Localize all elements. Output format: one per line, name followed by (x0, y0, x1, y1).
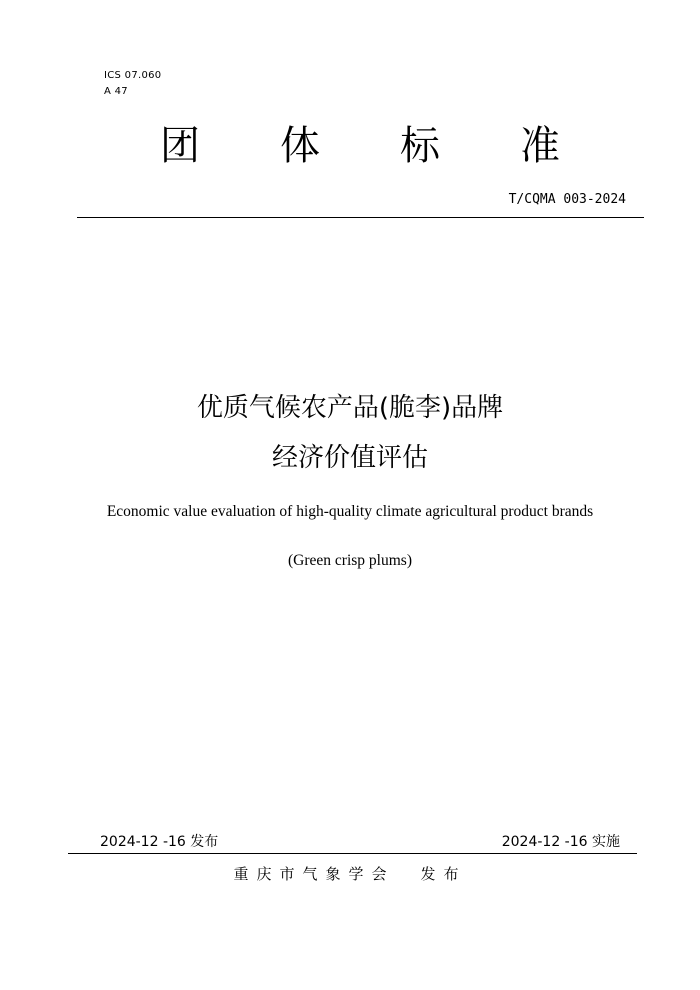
category-code: A 47 (104, 86, 128, 97)
title-chinese-line-2: 经济价值评估 (271, 443, 428, 473)
title-english-line-1: Economic value evaluation of high-quality climate agricultural product brands (106, 503, 594, 520)
publisher-action: 发布 (420, 865, 467, 883)
title-chinese-line-1: 优质气候农产品(脆李)品牌 (196, 393, 504, 423)
title-english-line-2: (Green crisp plums) (288, 552, 412, 569)
implementation-date: 2024-12 -16 实施 (501, 834, 620, 850)
standard-type-char-2: 体 (280, 123, 320, 169)
issue-date: 2024-12 -16 发布 (100, 834, 219, 850)
standard-type-char-1: 团 (160, 123, 200, 169)
publisher-line (0, 864, 700, 884)
standard-type-char-3: 标 (400, 123, 440, 169)
standard-type-char-4: 准 (520, 123, 560, 169)
publisher-organization: 重庆市气象学会 (233, 865, 395, 883)
bottom-divider (68, 853, 637, 854)
standard-type-heading (160, 118, 560, 174)
top-divider (77, 217, 644, 218)
ics-code: ICS 07.060 (104, 70, 162, 81)
standard-number: T/CQMA 003-2024 (508, 192, 626, 207)
